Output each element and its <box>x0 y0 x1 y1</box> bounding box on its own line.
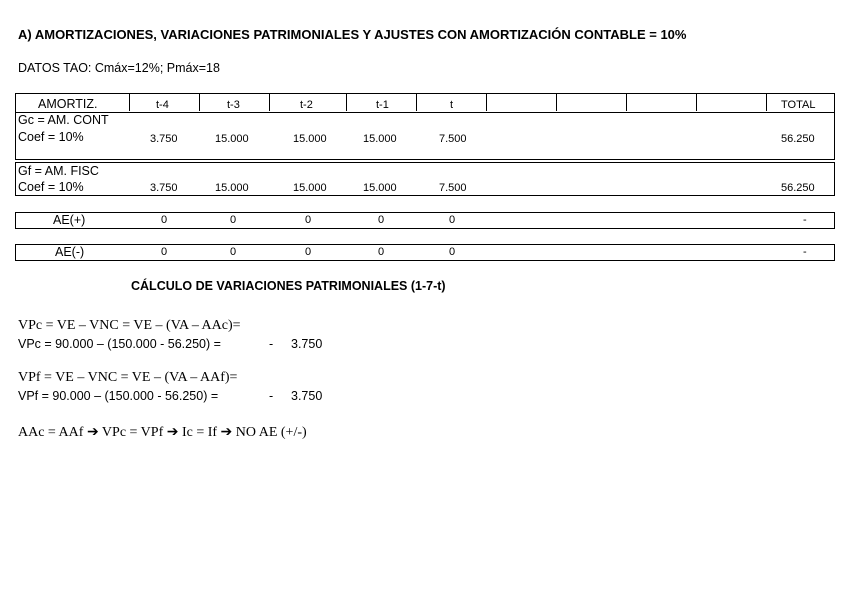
gc-total: 56.250 <box>781 133 815 145</box>
gf-row <box>15 162 835 196</box>
section-subtitle: CÁLCULO DE VARIACIONES PATRIMONIALES (1-7-t) <box>131 279 446 293</box>
ae-positive-value: 0 <box>305 214 312 226</box>
ae-positive-row <box>15 212 835 229</box>
ae-positive-value: 0 <box>161 214 168 226</box>
vpf-result: 3.750 <box>291 389 323 403</box>
gc-value: 15.000 <box>363 133 397 145</box>
conclusion: AAc = AAf ➔ VPc = VPf ➔ Ic = If ➔ NO AE (+/-) <box>18 425 307 440</box>
ae-negative-value: 0 <box>230 246 237 258</box>
header-period: t-4 <box>156 99 169 111</box>
gf-label-line2: Coef = 10% <box>18 180 84 194</box>
ae-positive-total: - <box>803 214 807 226</box>
ae-negative-value: 0 <box>305 246 312 258</box>
header-total: TOTAL <box>781 99 816 111</box>
vpc-result: 3.750 <box>291 337 323 351</box>
vpc-sign: - <box>269 337 274 351</box>
amortization-table-header <box>15 93 835 160</box>
header-period: t-3 <box>227 99 240 111</box>
header-label: AMORTIZ. <box>38 97 98 111</box>
ae-positive-label: AE(+) <box>53 213 86 227</box>
header-period: t-1 <box>376 99 389 111</box>
vpc-formula: VPc = VE – VNC = VE – (VA – AAc)= <box>18 318 241 333</box>
vpf-formula: VPf = VE – VNC = VE – (VA – AAf)= <box>18 370 238 385</box>
gf-total: 56.250 <box>781 182 815 194</box>
gf-value: 3.750 <box>150 182 178 194</box>
gc-value: 15.000 <box>293 133 327 145</box>
ae-positive-value: 0 <box>449 214 456 226</box>
ae-positive-value: 0 <box>378 214 385 226</box>
header-period: t <box>450 99 454 111</box>
vpf-calculation: VPf = 90.000 – (150.000 - 56.250) = <box>18 389 219 403</box>
gc-label-line1: Gc = AM. CONT <box>18 113 109 127</box>
gf-label-line1: Gf = AM. FISC <box>18 164 99 178</box>
ae-negative-row <box>15 244 835 261</box>
ae-negative-label: AE(-) <box>55 245 85 259</box>
datos-tao: DATOS TAO: Cmáx=12%; Pmáx=18 <box>18 61 220 75</box>
ae-negative-value: 0 <box>378 246 385 258</box>
ae-negative-value: 0 <box>449 246 456 258</box>
gc-label-line2: Coef = 10% <box>18 130 84 144</box>
gc-value: 15.000 <box>215 133 249 145</box>
header-period: t-2 <box>300 99 313 111</box>
gc-value: 7.500 <box>439 133 467 145</box>
gc-value: 3.750 <box>150 133 178 145</box>
gf-value: 7.500 <box>439 182 467 194</box>
ae-negative-total: - <box>803 246 807 258</box>
vpf-sign: - <box>269 389 274 403</box>
ae-positive-value: 0 <box>230 214 237 226</box>
gf-value: 15.000 <box>215 182 249 194</box>
gf-value: 15.000 <box>363 182 397 194</box>
vpc-calculation: VPc = 90.000 – (150.000 - 56.250) = <box>18 337 221 351</box>
gf-value: 15.000 <box>293 182 327 194</box>
page-title: A) AMORTIZACIONES, VARIACIONES PATRIMONIALES Y AJUSTES CON AMORTIZACIÓN CONTABLE = 10% <box>18 27 687 42</box>
ae-negative-value: 0 <box>161 246 168 258</box>
